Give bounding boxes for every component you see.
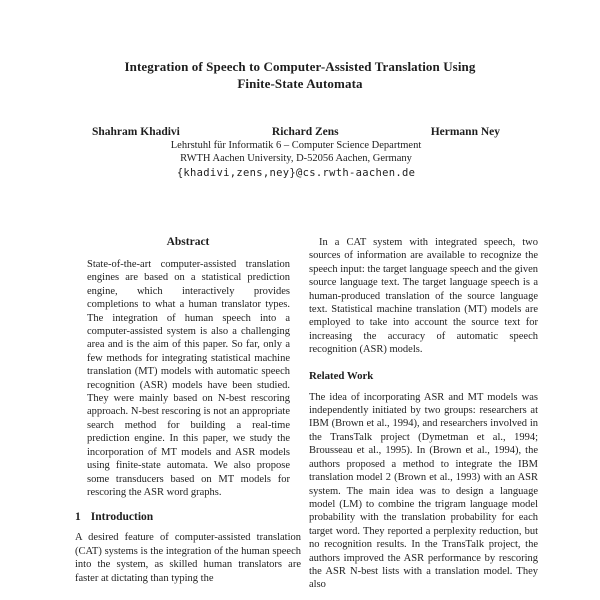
paper-title xyxy=(0,58,600,92)
introduction-paragraph: A desired feature of computer-assisted translation (CAT) systems is the integration of the human speech into the system, as skilled human translators are faster at dictating than typing the xyxy=(75,532,301,584)
author-name: Hermann Ney xyxy=(430,126,500,138)
related-work-paragraph: The idea of incorporating ASR and MT models was independently initiated by two groups: researchers at IBM (Brown et al., 1994), and researchers involved in the TransTalk project (Dymetman et al., 1994; Brousseau et al., 1995). In (Brown et al., 1994), the authors proposed a method to integrate the IBM translation model 2 (Brown et al., 1993) with an ASR system. The main idea was to design a language model (LM) to combine the trigram language model probability with the translation probability for each target word. They reported a perplexity reduction, but no recognition results. In the TransTalk project, the authors improved the ASR performance by rescoring the ASR N-best lists with a translation model. They also xyxy=(309,391,538,591)
abstract-text: State-of-the-art computer-assisted translation engines are based on a statistical prediction engine, which interactively provides completions to what a human translator types. The integration of human speech into a computer-assisted system is also a challenging area and is the aim of this paper. So far, only a few methods for integrating statistical machine translation (MT) models with automatic speech recognition (ASR) models have been studied. They were mainly based on N-best rescoring approach. N-best rescoring is not an appropriate search method for building a real-time prediction engine. In this paper, we study the incorporation of MT models and ASR models using finite-state automata. We also propose some transducers based on MT models for rescoring the ASR word graphs. xyxy=(87,259,290,498)
related-work-heading: Related Work xyxy=(309,369,374,382)
right-column xyxy=(309,233,538,600)
affiliation-university: RWTH Aachen University, D-52056 Aachen, Germany xyxy=(180,153,412,165)
section-heading-introduction xyxy=(75,510,301,524)
section-title: Introduction xyxy=(90,511,154,524)
section-number: 1 xyxy=(75,511,81,524)
abstract-heading: Abstract xyxy=(166,236,210,248)
left-column xyxy=(75,233,301,600)
authors-row xyxy=(92,126,500,139)
authors-email: {khadivi,zens,ney}@cs.rwth-aachen.de xyxy=(176,166,416,179)
affiliation-department: Lehrstuhl für Informatik 6 – Computer Science Department xyxy=(170,140,422,151)
author-name: Shahram Khadivi xyxy=(92,126,180,138)
paper-title-line-1: Integration of Speech to Computer-Assisted Translation Using xyxy=(124,59,476,74)
body-paragraph: In a CAT system with integrated speech, two sources of information are available to recognize the speech input: the target language speech and the given source language text. The target language speech is a human-produced translation of the source language text. Statistical machine translation (MT) models are employed to take into account the source text for increasing the accuracy of automatic speech recognition (ASR) models. xyxy=(309,237,538,356)
paper-title-line-2: Finite-State Automata xyxy=(237,76,363,91)
author-block xyxy=(92,126,500,179)
author-name: Richard Zens xyxy=(271,126,339,138)
